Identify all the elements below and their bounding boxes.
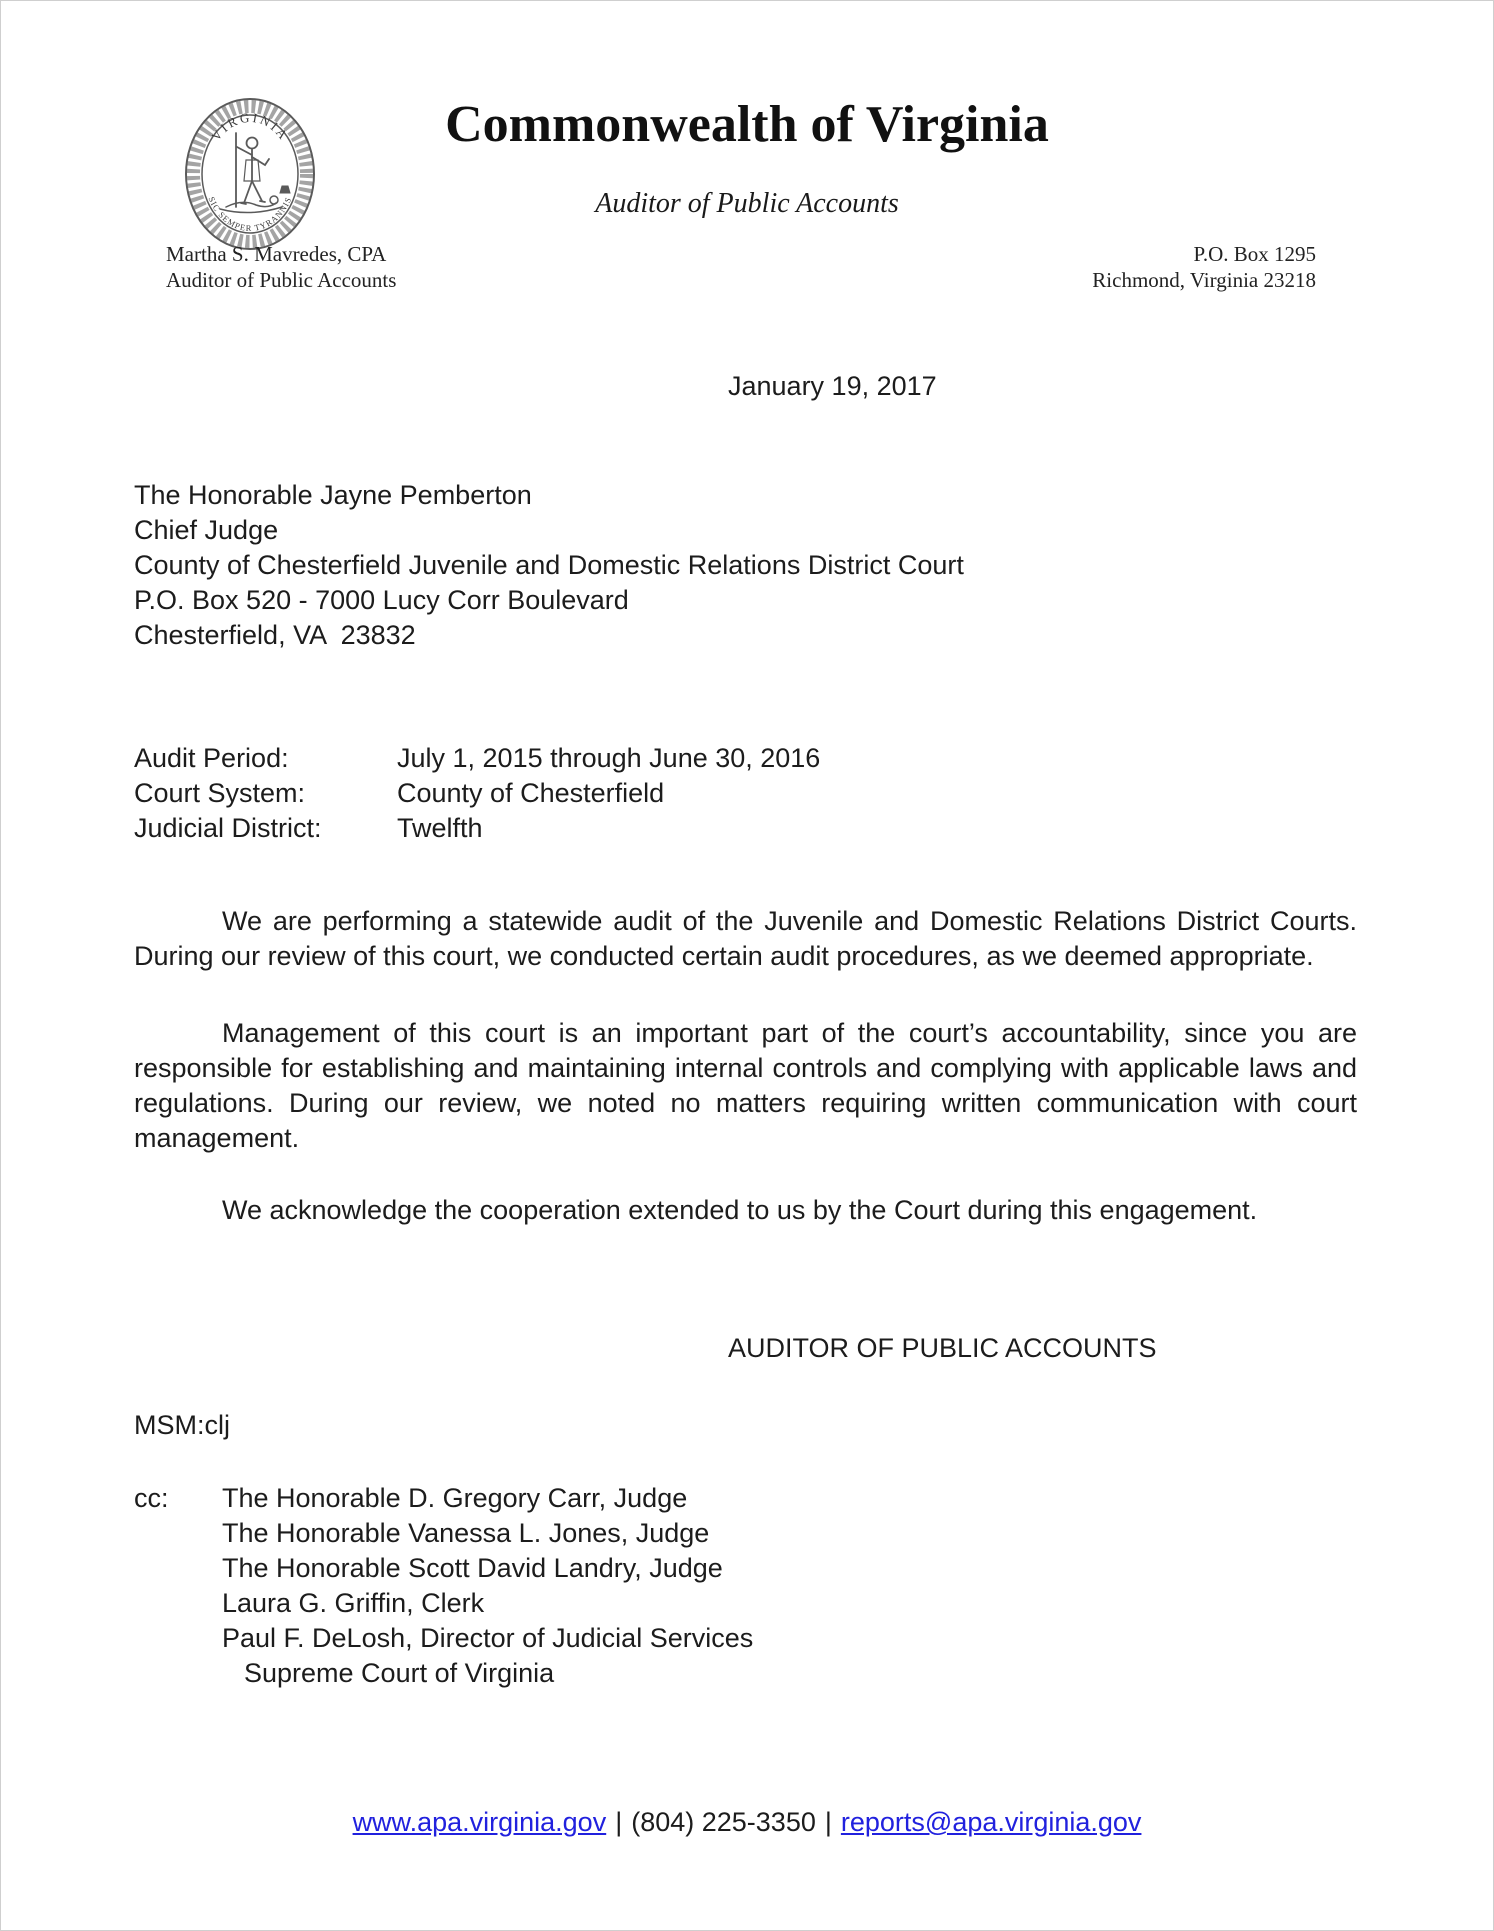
audit-period-label: Audit Period: — [134, 743, 289, 773]
website-link[interactable]: www.apa.virginia.gov — [352, 1807, 607, 1837]
letterhead-subtitle: Auditor of Public Accounts — [595, 188, 899, 219]
recipient-city: Chesterfield, VA 23832 — [134, 620, 416, 650]
cc-names-list — [222, 1481, 753, 1691]
letter-date: January 19, 2017 — [728, 371, 937, 401]
cc-name: Laura G. Griffin, Clerk — [222, 1588, 485, 1618]
recipient-street: P.O. Box 520 - 7000 Lucy Corr Boulevard — [134, 585, 629, 615]
judicial-district-value: Twelfth — [397, 813, 483, 843]
letterhead-title: Commonwealth of Virginia — [445, 96, 1049, 153]
phone-number: (804) 225-3350 — [631, 1807, 816, 1837]
court-system-label: Court System: — [134, 778, 306, 808]
auditor-name-block — [166, 241, 396, 293]
court-system-value: County of Chesterfield — [397, 778, 665, 808]
office-po-box: P.O. Box 1295 — [1193, 242, 1316, 266]
paragraph-acknowledgement: We acknowledge the cooperation extended to us by the Court during this engagement. — [222, 1195, 1258, 1225]
seal-top-text: VIRGINIA — [208, 109, 292, 144]
footer-separator: | — [615, 1807, 623, 1837]
office-address-block — [1092, 241, 1316, 293]
seal-bottom-text: SIC SEMPER TYRANNIS — [206, 195, 294, 234]
judicial-district-row — [134, 811, 1357, 846]
letter-footer — [1, 1805, 1493, 1840]
cc-name: Paul F. DeLosh, Director of Judicial Services — [222, 1623, 754, 1653]
recipient-title: Chief Judge — [134, 515, 279, 545]
cc-name: The Honorable D. Gregory Carr, Judge — [222, 1483, 688, 1513]
cc-name: The Honorable Vanessa L. Jones, Judge — [222, 1518, 710, 1548]
judicial-district-label: Judicial District: — [134, 813, 322, 843]
audit-details-block — [134, 741, 1357, 846]
letter-body — [1, 369, 1493, 1691]
paragraph-statewide-audit: We are performing a statewide audit of the Juvenile and Domestic Relations District Courts. During our review of this court, we conducted certain audit procedures, as we deemed appropriate. — [134, 906, 1357, 971]
auditor-name: Martha S. Mavredes, CPA — [166, 242, 387, 266]
recipient-address-block — [134, 478, 1357, 653]
cc-block — [134, 1481, 1357, 1691]
court-system-row — [134, 776, 1357, 811]
auditor-title: Auditor of Public Accounts — [166, 268, 397, 292]
reference-initials: MSM:clj — [134, 1410, 230, 1440]
letterhead — [1, 1, 1493, 301]
footer-separator: | — [824, 1807, 832, 1837]
office-city: Richmond, Virginia 23218 — [1092, 268, 1316, 292]
email-link[interactable]: reports@apa.virginia.gov — [840, 1807, 1142, 1837]
recipient-name: The Honorable Jayne Pemberton — [134, 480, 532, 510]
cc-label: cc: — [134, 1483, 169, 1513]
cc-name: Supreme Court of Virginia — [244, 1658, 555, 1688]
paragraph-management: Management of this court is an important part of the court’s accountability, since you are responsible for establishing and maintaining internal controls and complying with applicable laws and regulations. During our review, we noted no matters requiring written communication with court management. — [134, 1018, 1357, 1153]
signature-line: AUDITOR OF PUBLIC ACCOUNTS — [728, 1333, 1157, 1363]
recipient-court: County of Chesterfield Juvenile and Domestic Relations District Court — [134, 550, 964, 580]
audit-period-row — [134, 741, 1357, 776]
cc-name: The Honorable Scott David Landry, Judge — [222, 1553, 723, 1583]
audit-period-value: July 1, 2015 through June 30, 2016 — [397, 743, 821, 773]
